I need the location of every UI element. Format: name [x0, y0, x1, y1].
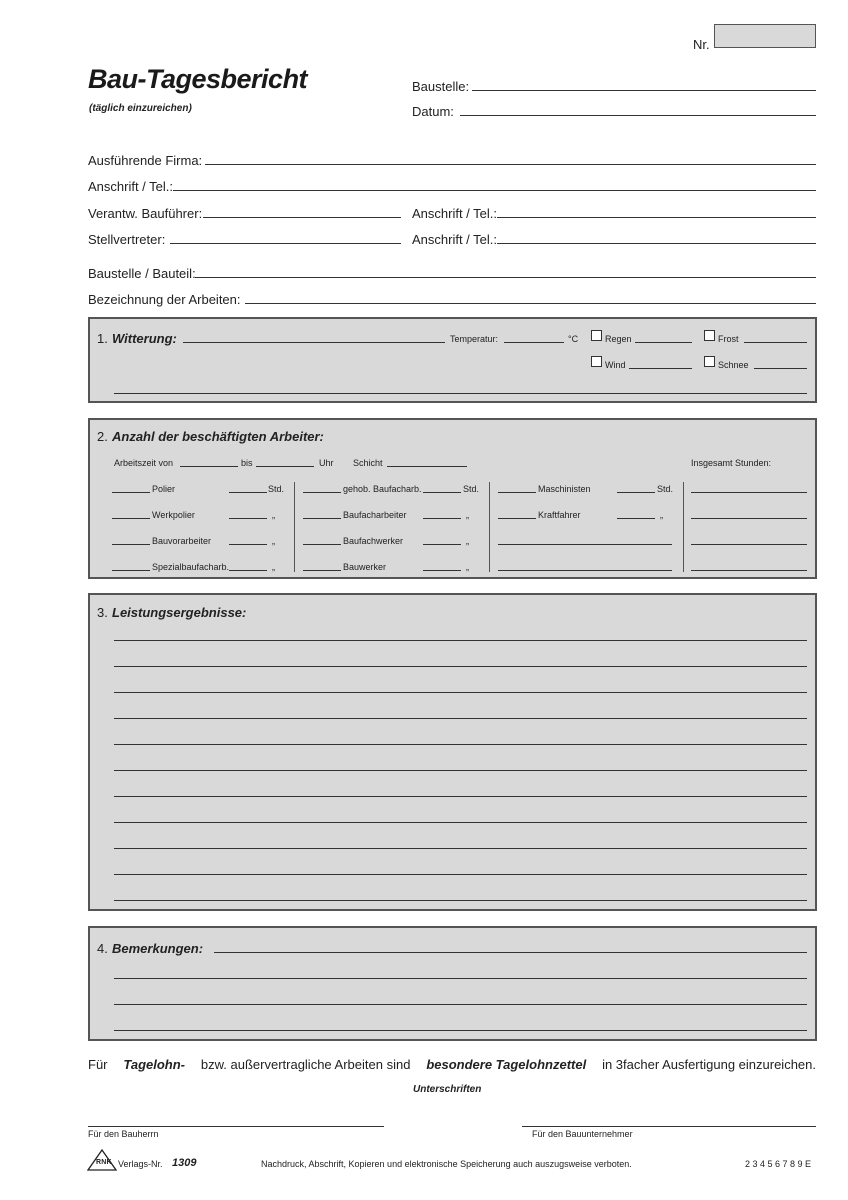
section1-title: Witterung:: [112, 331, 177, 346]
signature-bauunternehmer[interactable]: [522, 1126, 816, 1127]
note-part: Für: [88, 1057, 108, 1072]
col1-label: Polier: [152, 484, 176, 494]
kraftfahrer-count[interactable]: [498, 518, 536, 519]
ditto-mark: „: [272, 536, 275, 546]
baustelle-label: Baustelle:: [412, 79, 470, 94]
stellvertreter-field[interactable]: [170, 243, 401, 244]
bauunternehmer-label: Für den Bauunternehmer: [532, 1129, 633, 1139]
result-line[interactable]: [114, 874, 807, 875]
baufachwerker-hours[interactable]: [423, 544, 461, 545]
result-line[interactable]: [114, 692, 807, 693]
frost-field[interactable]: [744, 342, 807, 343]
polier-count[interactable]: [112, 492, 150, 493]
ditto-mark: „: [466, 562, 469, 572]
gehoben-hours[interactable]: [423, 492, 461, 493]
anschrift3-label: Anschrift / Tel.:: [412, 232, 498, 247]
arbeiten-field[interactable]: [245, 303, 816, 304]
section-bemerkungen: [88, 926, 817, 1041]
copyright-notice: Nachdruck, Abschrift, Kopieren und elektronische Speicherung auch auszugsweise verboten.: [261, 1159, 632, 1169]
ditto-mark: „: [466, 536, 469, 546]
total-hours-field[interactable]: [691, 544, 807, 545]
anschrift-field[interactable]: [173, 190, 816, 191]
nr-label: Nr.: [693, 37, 710, 52]
temperatur-unit: °C: [568, 334, 579, 344]
section2-title: Anzahl der beschäftigten Arbeiter:: [112, 429, 324, 444]
result-line[interactable]: [114, 796, 807, 797]
bauleiter-label: Verantw. Bauführer:: [88, 206, 203, 221]
schnee-label: Schnee: [718, 360, 749, 370]
maschinisten-hours[interactable]: [617, 492, 655, 493]
result-line[interactable]: [114, 640, 807, 641]
col2-label: Baufachwerker: [343, 536, 404, 546]
extra-worker-field[interactable]: [498, 570, 672, 571]
remark-line[interactable]: [114, 1030, 807, 1031]
werkpolier-count[interactable]: [112, 518, 150, 519]
std-label: Std.: [657, 484, 674, 494]
firma-field[interactable]: [205, 164, 816, 165]
kraftfahrer-hours[interactable]: [617, 518, 655, 519]
page-subtitle: (täglich einzureichen): [89, 103, 192, 114]
col3-label: Maschinisten: [538, 484, 591, 494]
section4-title: Bemerkungen:: [112, 941, 204, 956]
remark-line[interactable]: [114, 978, 807, 979]
logo-text: RNK: [96, 1159, 112, 1166]
col2-label: Baufacharbeiter: [343, 510, 407, 520]
arbeitszeit-von-field[interactable]: [180, 466, 238, 467]
col2-label: Bauwerker: [343, 562, 387, 572]
remark-line[interactable]: [114, 1004, 807, 1005]
col1-label: Werkpolier: [152, 510, 195, 520]
firma-label: Ausführende Firma:: [88, 153, 203, 168]
arbeitszeit-bis-field[interactable]: [256, 466, 314, 467]
col1-label: Spezialbaufacharb.: [152, 562, 230, 572]
maschinisten-count[interactable]: [498, 492, 536, 493]
bis-label: bis: [241, 458, 253, 468]
column-divider: [294, 482, 295, 572]
bauwerker-count[interactable]: [303, 570, 341, 571]
schicht-field[interactable]: [387, 466, 467, 467]
total-hours-field[interactable]: [691, 570, 807, 571]
bauwerker-hours[interactable]: [423, 570, 461, 571]
section4-number: 4.: [97, 941, 108, 956]
column-divider: [489, 482, 490, 572]
std-label: Std.: [268, 484, 285, 494]
datum-field[interactable]: [460, 115, 816, 116]
section-witterung: [88, 317, 817, 403]
result-line[interactable]: [114, 744, 807, 745]
section2-number: 2.: [97, 429, 108, 444]
schicht-label: Schicht: [353, 458, 383, 468]
anschrift-label: Anschrift / Tel.:: [88, 179, 174, 194]
regen-label: Regen: [605, 334, 632, 344]
regen-checkbox[interactable]: [591, 330, 602, 341]
polier-hours[interactable]: [229, 492, 267, 493]
frost-label: Frost: [718, 334, 739, 344]
remark-line[interactable]: [214, 952, 807, 953]
result-line[interactable]: [114, 822, 807, 823]
arbeitszeit-label: Arbeitszeit von: [114, 458, 174, 468]
wind-checkbox[interactable]: [591, 356, 602, 367]
datum-label: Datum:: [412, 104, 454, 119]
signature-bauherr[interactable]: [88, 1126, 384, 1127]
col3-label: Kraftfahrer: [538, 510, 581, 520]
extra-worker-field[interactable]: [498, 544, 672, 545]
baustelle-field[interactable]: [472, 90, 816, 91]
result-line[interactable]: [114, 718, 807, 719]
tagelohn-note: [88, 1057, 816, 1072]
werkpolier-hours[interactable]: [229, 518, 267, 519]
anschrift2-label: Anschrift / Tel.:: [412, 206, 498, 221]
column-divider: [683, 482, 684, 572]
result-line[interactable]: [114, 770, 807, 771]
bauherr-label: Für den Bauherrn: [88, 1129, 159, 1139]
gehoben-count[interactable]: [303, 492, 341, 493]
result-line[interactable]: [114, 900, 807, 901]
result-line[interactable]: [114, 666, 807, 667]
witterung-field[interactable]: [183, 342, 445, 343]
frost-checkbox[interactable]: [704, 330, 715, 341]
note-part: in 3facher Ausfertigung einzureichen.: [602, 1057, 816, 1072]
spezial-count[interactable]: [112, 570, 150, 571]
witterung-extra-line[interactable]: [114, 393, 807, 394]
baufacharbeiter-hours[interactable]: [423, 518, 461, 519]
uhr-label: Uhr: [319, 458, 334, 468]
bauleiter-field[interactable]: [203, 217, 401, 218]
bauteil-field[interactable]: [195, 277, 816, 278]
section1-number: 1.: [97, 331, 108, 346]
unterschriften-label: Unterschriften: [413, 1084, 482, 1095]
std-label: Std.: [463, 484, 480, 494]
note-part: besondere Tagelohnzettel: [426, 1057, 587, 1072]
schnee-field[interactable]: [754, 368, 807, 369]
bauteil-label: Baustelle / Bauteil:: [88, 266, 196, 281]
result-line[interactable]: [114, 848, 807, 849]
schnee-checkbox[interactable]: [704, 356, 715, 367]
publisher-logo: [87, 1149, 117, 1171]
temperatur-field[interactable]: [504, 342, 564, 343]
temperatur-label: Temperatur:: [450, 334, 499, 344]
note-part: Tagelohn-: [123, 1057, 185, 1072]
col1-label: Bauvorarbeiter: [152, 536, 212, 546]
spezial-hours[interactable]: [229, 570, 267, 571]
verlag-nr: 1309: [172, 1157, 197, 1169]
anschrift2-field[interactable]: [497, 217, 816, 218]
bauvorarbeiter-count[interactable]: [112, 544, 150, 545]
baufachwerker-count[interactable]: [303, 544, 341, 545]
arbeiten-label: Bezeichnung der Arbeiten:: [88, 292, 241, 307]
stellvertreter-label: Stellvertreter:: [88, 232, 166, 247]
verlag-label: Verlags-Nr.: [118, 1159, 163, 1169]
ditto-mark: „: [272, 510, 275, 520]
note-part: bzw. außervertragliche Arbeiten sind: [200, 1057, 411, 1072]
regen-field[interactable]: [635, 342, 692, 343]
insgesamt-label: Insgesamt Stunden:: [691, 458, 772, 468]
wind-label: Wind: [605, 360, 626, 370]
section3-title: Leistungsergebnisse:: [112, 605, 247, 620]
col2-label: gehob. Baufacharb.: [343, 484, 422, 494]
bauvorarbeiter-hours[interactable]: [229, 544, 267, 545]
ditto-mark: „: [466, 510, 469, 520]
total-hours-field[interactable]: [691, 518, 807, 519]
nr-field[interactable]: [714, 24, 816, 48]
article-code: 2 3 4 5 6 7 8 9 E: [745, 1159, 812, 1169]
baufacharbeiter-count[interactable]: [303, 518, 341, 519]
section-arbeiter: [88, 418, 817, 579]
section3-number: 3.: [97, 605, 108, 620]
ditto-mark: „: [272, 562, 275, 572]
wind-field[interactable]: [629, 368, 692, 369]
section-leistungsergebnisse: [88, 593, 817, 911]
anschrift3-field[interactable]: [497, 243, 816, 244]
total-hours-field[interactable]: [691, 492, 807, 493]
page-title: Bau-Tagesbericht: [88, 64, 308, 94]
ditto-mark: „: [660, 510, 663, 520]
